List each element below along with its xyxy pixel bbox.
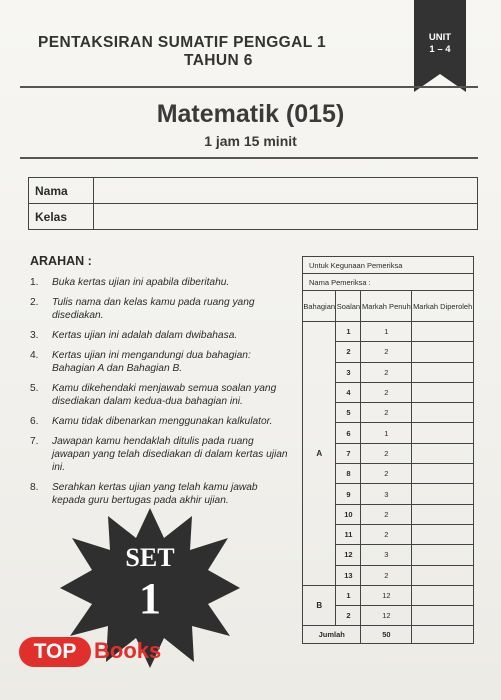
question-number: 8 xyxy=(336,464,361,484)
unit-tag-line2: 1 – 4 xyxy=(429,44,451,55)
class-label: Kelas xyxy=(29,204,94,230)
col-header: Markah Penuh xyxy=(361,291,412,322)
full-mark: 2 xyxy=(361,443,412,463)
obtained-mark-cell[interactable] xyxy=(412,342,474,362)
question-number: 12 xyxy=(336,545,361,565)
student-info-table xyxy=(28,177,478,230)
question-number: 2 xyxy=(336,342,361,362)
full-mark: 2 xyxy=(361,403,412,423)
col-header: Bahagian xyxy=(303,291,336,322)
subject-title: Matematik (015) xyxy=(156,100,345,128)
question-number: 2 xyxy=(336,606,361,626)
full-mark: 3 xyxy=(361,545,412,565)
full-mark: 1 xyxy=(361,322,412,342)
col-header: Markah Diperoleh xyxy=(412,291,474,322)
unit-tag xyxy=(414,0,466,92)
obtained-mark-cell[interactable] xyxy=(412,382,474,402)
question-number: 4 xyxy=(336,382,361,402)
examiner-name-field[interactable]: Nama Pemeriksa : xyxy=(303,274,474,291)
full-mark: 2 xyxy=(361,565,412,585)
question-number: 7 xyxy=(336,443,361,463)
total-label: Jumlah xyxy=(303,626,361,644)
question-number: 1 xyxy=(336,585,361,605)
full-mark: 3 xyxy=(361,484,412,504)
question-number: 10 xyxy=(336,504,361,524)
obtained-mark-cell[interactable] xyxy=(412,362,474,382)
obtained-mark-cell[interactable] xyxy=(412,545,474,565)
question-number: 5 xyxy=(336,403,361,423)
examiner-marks-table xyxy=(302,256,474,644)
full-mark: 1 xyxy=(361,423,412,443)
instruction-item: 2. Tulis nama dan kelas kamu pada ruang yang disediakan. xyxy=(30,297,255,321)
obtained-mark-cell[interactable] xyxy=(412,484,474,504)
col-header: Soalan xyxy=(336,291,361,322)
marks-table-title: Untuk Kegunaan Pemeriksa xyxy=(303,257,474,274)
obtained-mark-cell[interactable] xyxy=(412,464,474,484)
watermark-logo-text: TOP xyxy=(33,640,77,663)
instruction-item: 8. Serahkan kertas ujian yang telah kamu jawab kepada guru bertugas pada akhir ujian. xyxy=(30,482,258,506)
full-mark: 2 xyxy=(361,342,412,362)
obtained-mark-cell[interactable] xyxy=(412,504,474,524)
question-number: 3 xyxy=(336,362,361,382)
instruction-item: 1. Buka kertas ujian ini apabila diberitahu. xyxy=(30,277,230,288)
question-number: 11 xyxy=(336,524,361,544)
instruction-item: 6. Kamu tidak dibenarkan menggunakan kalkulator. xyxy=(30,416,273,427)
instructions-heading: ARAHAN : xyxy=(30,254,92,268)
question-number: 9 xyxy=(336,484,361,504)
question-number: 13 xyxy=(336,565,361,585)
unit-tag-line1: UNIT xyxy=(428,32,452,43)
name-label: Nama xyxy=(29,178,94,204)
obtained-mark-cell[interactable] xyxy=(412,322,474,342)
full-mark: 2 xyxy=(361,382,412,402)
instruction-item: 4. Kertas ujian ini mengandungi dua bahagian: Bahagian A dan Bahagian B. xyxy=(30,350,251,374)
watermark-logo-books: Books xyxy=(94,638,162,663)
total-obtained-cell[interactable] xyxy=(412,626,474,644)
instruction-item: 5. Kamu dikehendaki menjawab semua soalan yang disediakan dalam kedua-dua bahagian ini. xyxy=(30,383,277,407)
divider xyxy=(20,157,478,159)
section-label: A xyxy=(303,322,336,586)
exam-duration: 1 jam 15 minit xyxy=(204,133,297,149)
instruction-item: 3. Kertas ujian ini adalah dalam dwibahasa. xyxy=(30,330,238,341)
set-number: 1 xyxy=(139,574,161,623)
year-label: TAHUN 6 xyxy=(184,52,253,69)
total-full-mark: 50 xyxy=(361,626,412,644)
instruction-item: 7. Jawapan kamu hendaklah ditulis pada ruang jawapan yang telah disediakan di dalam kertas ujian ini. xyxy=(30,436,288,473)
section-label: B xyxy=(303,585,336,626)
full-mark: 12 xyxy=(361,585,412,605)
full-mark: 2 xyxy=(361,464,412,484)
full-mark: 2 xyxy=(361,504,412,524)
assessment-title: PENTAKSIRAN SUMATIF PENGGAL 1 xyxy=(38,34,327,51)
full-mark: 2 xyxy=(361,362,412,382)
divider xyxy=(20,86,478,88)
obtained-mark-cell[interactable] xyxy=(412,423,474,443)
set-label: SET xyxy=(125,543,175,572)
obtained-mark-cell[interactable] xyxy=(412,585,474,605)
obtained-mark-cell[interactable] xyxy=(412,443,474,463)
instructions-list xyxy=(30,276,292,514)
name-field[interactable] xyxy=(94,178,478,204)
full-mark: 2 xyxy=(361,524,412,544)
obtained-mark-cell[interactable] xyxy=(412,565,474,585)
full-mark: 12 xyxy=(361,606,412,626)
question-number: 6 xyxy=(336,423,361,443)
question-number: 1 xyxy=(336,322,361,342)
obtained-mark-cell[interactable] xyxy=(412,403,474,423)
obtained-mark-cell[interactable] xyxy=(412,524,474,544)
class-field[interactable] xyxy=(94,204,478,230)
obtained-mark-cell[interactable] xyxy=(412,606,474,626)
